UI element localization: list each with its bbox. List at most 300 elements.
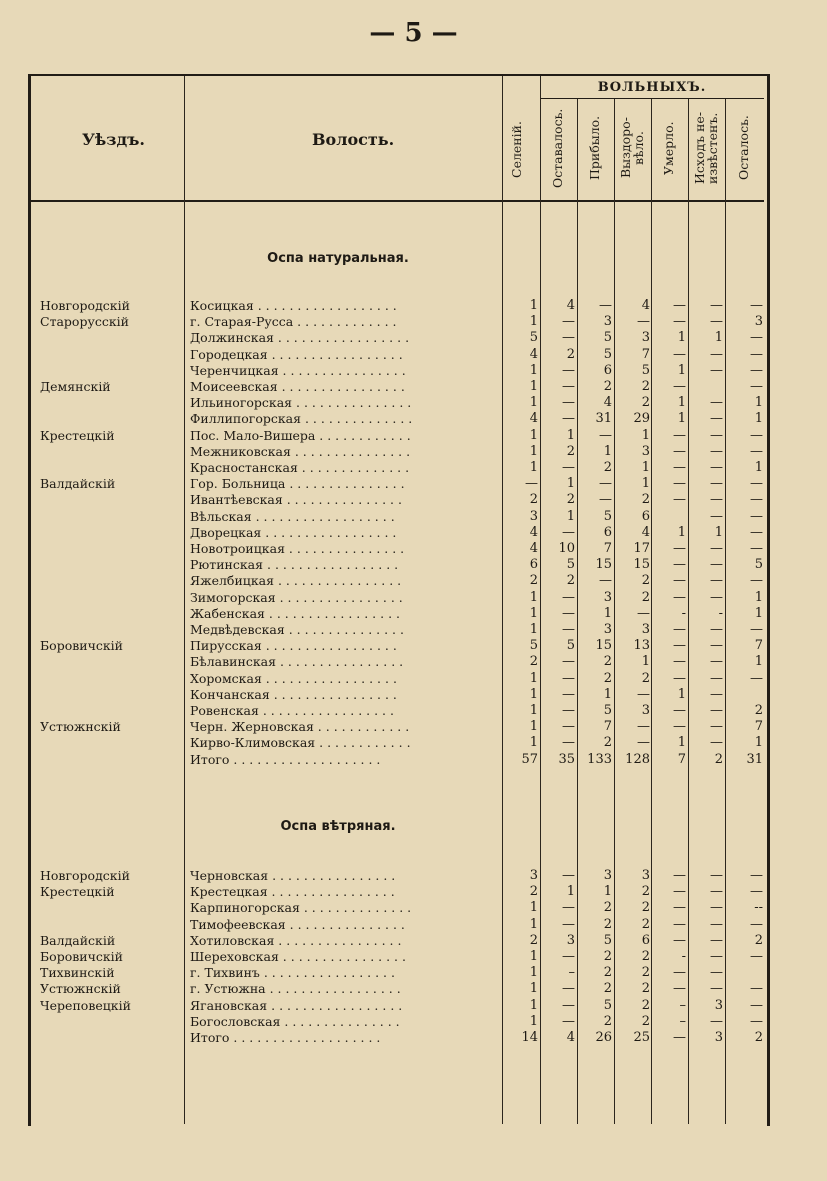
ostavalos-cell: 2	[566, 573, 575, 589]
table-row	[0, 330, 827, 346]
ostalos-cell: 2	[754, 703, 763, 718]
uezd-cell: Тихвинскій	[40, 965, 115, 981]
table-row	[0, 752, 827, 768]
umerlo-cell: 7	[677, 751, 686, 767]
ishod-cell: —	[710, 411, 723, 427]
volost-cell: Черновская . . . . . . . . . . . . . . . .	[190, 868, 396, 883]
pribylo-cell: 2	[603, 460, 612, 475]
umerlo-cell: 1	[677, 411, 686, 427]
selenii-cell: 1	[529, 362, 538, 378]
ostalos-cell: —	[750, 573, 763, 589]
volost-cell: г. Тихвинъ . . . . . . . . . . . . . . . . .	[190, 965, 395, 981]
ostavalos-cell: 3	[566, 932, 575, 948]
ostalos-cell: —	[750, 981, 763, 997]
ostalos-cell: —	[750, 330, 763, 346]
uezd-cell	[40, 1014, 180, 1030]
ostavalos-cell: 10	[558, 541, 575, 556]
ishod-cell: 1	[714, 524, 723, 540]
vyzdorovelo-cell: 2	[641, 573, 650, 589]
ishod-cell: —	[710, 916, 723, 932]
volost-cell: Итого . . . . . . . . . . . . . . . . . . .	[190, 1030, 381, 1045]
table-row	[0, 395, 827, 411]
umerlo-cell: —	[673, 638, 686, 654]
vyzdorovelo-cell: 2	[641, 492, 650, 508]
uezd-cell	[40, 492, 180, 508]
ostavalos-cell: 35	[558, 751, 575, 767]
pribylo-cell: 7	[603, 541, 612, 556]
umerlo-cell: —	[673, 719, 686, 735]
table-row	[0, 638, 827, 654]
selenii-cell: 5	[529, 638, 538, 654]
ostalos-cell: 7	[754, 638, 763, 654]
uezd-cell: Устюжнскій	[40, 981, 121, 997]
table-row	[0, 917, 827, 933]
umerlo-cell: —	[673, 916, 686, 932]
table-row	[0, 573, 827, 589]
selenii-cell: 1	[529, 589, 538, 605]
ishod-cell: —	[710, 443, 723, 459]
selenii-cell: 4	[529, 411, 538, 427]
umerlo-cell: —	[673, 298, 686, 313]
section-title: Оспа натуральная.	[267, 251, 409, 266]
table-row	[0, 492, 827, 508]
selenii-cell: 2	[529, 573, 538, 589]
header-uezd: Уѣздъ.	[82, 130, 145, 149]
pribylo-cell: 1	[603, 686, 612, 702]
pribylo-cell: 2	[603, 965, 612, 981]
vyzdorovelo-cell: 13	[633, 638, 650, 654]
pribylo-cell: 2	[603, 916, 612, 932]
pribylo-cell: 5	[603, 932, 612, 948]
ishod-cell: —	[710, 298, 723, 313]
vyzdorovelo-cell: 128	[625, 751, 650, 767]
section-title: Оспа вѣтряная.	[280, 819, 396, 834]
umerlo-cell: —	[673, 573, 686, 589]
header-umerlo: Умерло.	[661, 121, 676, 175]
table-row	[0, 884, 827, 900]
vyzdorovelo-cell: —	[637, 735, 650, 751]
ishod-cell: —	[710, 541, 723, 556]
uezd-cell: Крестецкій	[40, 884, 115, 900]
vyzdorovelo-cell: 25	[633, 1030, 650, 1045]
table-row	[0, 998, 827, 1014]
table-row	[0, 557, 827, 573]
volost-cell: Филлипогорская . . . . . . . . . . . . . .	[190, 411, 413, 427]
ishod-cell: —	[710, 981, 723, 997]
volost-cell: Кирво-Климовская . . . . . . . . . . . .	[190, 735, 411, 751]
table-row	[0, 411, 827, 427]
umerlo-cell	[654, 509, 686, 525]
uezd-cell: Крестецкій	[40, 427, 115, 443]
ostavalos-cell: 1	[566, 508, 575, 524]
pribylo-cell: 2	[603, 379, 612, 394]
ishod-cell: —	[710, 686, 723, 702]
pribylo-cell: 2	[603, 949, 612, 964]
volost-cell: Пирусская . . . . . . . . . . . . . . . . .	[190, 638, 397, 654]
uezd-cell: Боровичскій	[40, 638, 124, 654]
umerlo-cell: —	[673, 557, 686, 573]
ostavalos-cell: —	[562, 997, 575, 1013]
header-group: ВОЛЬНЫХЪ.	[597, 80, 707, 95]
pribylo-cell: 1	[603, 443, 612, 459]
uezd-cell: Устюжнскій	[40, 719, 121, 735]
umerlo-cell: —	[673, 932, 686, 948]
volost-cell: Жабенская . . . . . . . . . . . . . . . . .	[190, 605, 400, 621]
table-row	[0, 347, 827, 363]
selenii-cell: 5	[529, 330, 538, 346]
table-row	[0, 687, 827, 703]
selenii-cell: 1	[529, 298, 538, 313]
volost-cell: Моисеевская . . . . . . . . . . . . . . . .	[190, 379, 405, 394]
table-row	[0, 735, 827, 751]
selenii-cell: 1	[529, 379, 538, 394]
ostalos-cell: 1	[754, 605, 763, 621]
vyzdorovelo-cell: —	[637, 314, 650, 330]
uezd-cell	[40, 444, 180, 460]
uezd-cell	[40, 395, 180, 411]
table-row	[0, 460, 827, 476]
selenii-cell: 4	[529, 346, 538, 362]
pribylo-cell: 26	[595, 1030, 612, 1045]
selenii-cell: 1	[529, 703, 538, 718]
pribylo-cell: —	[599, 573, 612, 589]
ostalos-cell: 7	[754, 719, 763, 735]
pribylo-cell: 3	[603, 622, 612, 637]
selenii-cell: 4	[529, 541, 538, 556]
volost-cell: Пос. Мало-Вишера . . . . . . . . . . . .	[190, 427, 411, 443]
ishod-cell: —	[710, 460, 723, 475]
ostalos-cell: 1	[754, 654, 763, 670]
volost-cell: Ягановская . . . . . . . . . . . . . . . . .	[190, 997, 403, 1013]
uezd-cell	[40, 330, 180, 346]
uezd-cell	[40, 525, 180, 541]
ostalos-cell: —	[750, 476, 763, 492]
uezd-cell	[40, 411, 180, 427]
vyzdorovelo-cell: 1	[641, 460, 650, 475]
header-volost: Волость.	[312, 130, 395, 149]
uezd-cell	[40, 509, 180, 525]
ishod-cell: —	[710, 395, 723, 411]
uezd-cell	[40, 752, 180, 768]
selenii-cell: 3	[529, 868, 538, 883]
ostalos-cell: 1	[754, 395, 763, 411]
volost-cell: Гор. Больница . . . . . . . . . . . . . . .	[190, 476, 405, 492]
pribylo-cell: 5	[603, 703, 612, 718]
vyzdorovelo-cell: —	[637, 605, 650, 621]
ostavalos-cell: —	[562, 589, 575, 605]
pribylo-cell: 2	[603, 981, 612, 997]
uezd-cell	[40, 541, 180, 557]
selenii-cell: 6	[529, 557, 538, 573]
selenii-cell: 1	[529, 949, 538, 964]
ishod-cell: —	[710, 573, 723, 589]
ostalos-cell: —	[750, 949, 763, 964]
selenii-cell: 4	[529, 524, 538, 540]
ostavalos-cell: 4	[566, 298, 575, 313]
ostavalos-cell: —	[562, 868, 575, 883]
uezd-cell	[40, 703, 180, 719]
vyzdorovelo-cell: 2	[641, 395, 650, 411]
volost-cell: Тимофеевская . . . . . . . . . . . . . . .	[190, 916, 405, 932]
ostalos-cell: 1	[754, 411, 763, 427]
selenii-cell: 1	[529, 605, 538, 621]
volost-cell: Черенчицкая . . . . . . . . . . . . . . . .	[190, 362, 406, 378]
umerlo-cell: —	[673, 884, 686, 900]
table-row	[0, 541, 827, 557]
group-header-rule	[540, 98, 764, 99]
vyzdorovelo-cell: 2	[641, 997, 650, 1013]
pribylo-cell: 133	[587, 751, 612, 767]
vyzdorovelo-cell: 2	[641, 981, 650, 997]
volost-cell: Медвѣдевская . . . . . . . . . . . . . . .	[190, 622, 404, 637]
umerlo-cell: —	[673, 589, 686, 605]
ishod-cell: —	[710, 654, 723, 670]
ishod-cell: —	[710, 868, 723, 883]
selenii-cell: 3	[529, 508, 538, 524]
ishod-cell: —	[710, 589, 723, 605]
umerlo-cell: –	[679, 997, 686, 1013]
vyzdorovelo-cell: 2	[641, 379, 650, 394]
uezd-cell	[40, 917, 180, 933]
pribylo-cell: 3	[603, 868, 612, 883]
selenii-cell: 1	[529, 900, 538, 916]
volost-cell: Кончанская . . . . . . . . . . . . . . . .	[190, 686, 397, 702]
uezd-cell	[40, 622, 180, 638]
uezd-cell: Череповецкій	[40, 997, 131, 1013]
volost-cell: Косицкая . . . . . . . . . . . . . . . . . .	[190, 298, 397, 313]
table-row	[0, 444, 827, 460]
uezd-cell	[40, 687, 180, 703]
selenii-cell: 1	[529, 981, 538, 997]
ostalos-cell: —	[750, 868, 763, 883]
volost-cell: Должинская . . . . . . . . . . . . . . . . .	[190, 330, 410, 346]
umerlo-cell: —	[673, 314, 686, 330]
volost-cell: Бѣлавинская . . . . . . . . . . . . . . . .	[190, 654, 404, 670]
umerlo-cell: -	[681, 605, 686, 621]
ostavalos-cell: —	[562, 981, 575, 997]
volost-cell: Богословская . . . . . . . . . . . . . . .	[190, 1013, 400, 1029]
ostalos-cell: —	[750, 622, 763, 637]
ishod-cell: —	[710, 884, 723, 900]
umerlo-cell: —	[673, 476, 686, 492]
selenii-cell: 1	[529, 670, 538, 686]
umerlo-cell: 1	[677, 395, 686, 411]
pribylo-cell: 2	[603, 735, 612, 751]
vyzdorovelo-cell: 6	[641, 932, 650, 948]
selenii-cell: 1	[529, 443, 538, 459]
table-row	[0, 476, 827, 492]
table-row	[0, 298, 827, 314]
table-row	[0, 868, 827, 884]
header-ostavalos: Оставалось.	[550, 108, 565, 188]
ishod-cell: 3	[714, 1030, 723, 1045]
header-ostalos: Осталось.	[736, 115, 751, 181]
volost-cell: Крестецкая . . . . . . . . . . . . . . . .	[190, 884, 395, 900]
pribylo-cell: —	[599, 298, 612, 313]
ostavalos-cell: —	[562, 916, 575, 932]
ishod-cell: —	[710, 932, 723, 948]
ishod-cell: -	[718, 605, 723, 621]
ostavalos-cell: —	[562, 719, 575, 735]
vyzdorovelo-cell: 7	[641, 346, 650, 362]
pribylo-cell: 15	[595, 638, 612, 654]
table-row	[0, 1030, 827, 1046]
selenii-cell: —	[525, 476, 538, 492]
volost-cell: г. Старая-Русса . . . . . . . . . . . . .	[190, 314, 397, 330]
pribylo-cell: 2	[603, 670, 612, 686]
ishod-cell: 3	[714, 997, 723, 1013]
ishod-cell: —	[710, 735, 723, 751]
vyzdorovelo-cell: 4	[641, 298, 650, 313]
selenii-cell: 1	[529, 997, 538, 1013]
ostavalos-cell: —	[562, 670, 575, 686]
uezd-cell	[40, 735, 180, 751]
ostalos-cell: 2	[754, 932, 763, 948]
selenii-cell: 2	[529, 884, 538, 900]
ishod-cell: —	[710, 965, 723, 981]
ostavalos-cell: 2	[566, 492, 575, 508]
pribylo-cell: 6	[603, 524, 612, 540]
volost-cell: Дворецкая . . . . . . . . . . . . . . . . .	[190, 524, 397, 540]
pribylo-cell: 1	[603, 605, 612, 621]
pribylo-cell: 3	[603, 589, 612, 605]
pribylo-cell: —	[599, 476, 612, 492]
ishod-cell: —	[710, 622, 723, 637]
pribylo-cell: 2	[603, 1013, 612, 1029]
umerlo-cell: —	[673, 427, 686, 443]
pribylo-cell: 5	[603, 508, 612, 524]
vyzdorovelo-cell: 1	[641, 654, 650, 670]
volost-cell: Карпиногорская . . . . . . . . . . . . . .	[190, 900, 412, 916]
pribylo-cell: 6	[603, 362, 612, 378]
ostalos-cell: —	[750, 492, 763, 508]
umerlo-cell: —	[673, 981, 686, 997]
umerlo-cell: —	[673, 460, 686, 475]
table-row	[0, 428, 827, 444]
umerlo-cell: 1	[677, 686, 686, 702]
table-row	[0, 933, 827, 949]
ostalos-cell	[727, 965, 763, 981]
umerlo-cell: —	[673, 492, 686, 508]
umerlo-cell: -	[681, 949, 686, 964]
ostalos-cell: —	[750, 362, 763, 378]
ostalos-cell: —	[750, 884, 763, 900]
table-row	[0, 525, 827, 541]
vyzdorovelo-cell: 29	[633, 411, 650, 427]
ostavalos-cell: —	[562, 362, 575, 378]
volost-cell: Ильиногорская . . . . . . . . . . . . . . .	[190, 395, 412, 411]
umerlo-cell: —	[673, 868, 686, 883]
vyzdorovelo-cell: 15	[633, 557, 650, 573]
pribylo-cell: 4	[603, 395, 612, 411]
ostalos-cell: —	[750, 541, 763, 556]
header-vyzdorovelo: Выздоро- вѣло.	[618, 117, 646, 179]
vyzdorovelo-cell: 2	[641, 670, 650, 686]
volost-cell: Новотроицкая . . . . . . . . . . . . . . .	[190, 541, 405, 556]
volost-cell: Яжелбицкая . . . . . . . . . . . . . . . .	[190, 573, 402, 589]
selenii-cell: 1	[529, 460, 538, 475]
vyzdorovelo-cell: —	[637, 719, 650, 735]
umerlo-cell: 1	[677, 735, 686, 751]
ostalos-cell: —	[750, 1013, 763, 1029]
vyzdorovelo-cell: 1	[641, 476, 650, 492]
selenii-cell: 1	[529, 1013, 538, 1029]
table-row	[0, 981, 827, 997]
uezd-cell	[40, 347, 180, 363]
umerlo-cell: —	[673, 379, 686, 394]
header-ishod: Исходъ не- извѣстенъ.	[692, 111, 720, 185]
umerlo-cell: —	[673, 654, 686, 670]
ishod-cell: —	[710, 557, 723, 573]
ostavalos-cell: 1	[566, 427, 575, 443]
uezd-cell	[40, 590, 180, 606]
ishod-cell: —	[710, 508, 723, 524]
pribylo-cell: 5	[603, 346, 612, 362]
selenii-cell: 1	[529, 686, 538, 702]
selenii-cell: 1	[529, 427, 538, 443]
ishod-cell: 2	[714, 751, 723, 767]
ostavalos-cell: —	[562, 524, 575, 540]
ostavalos-cell: —	[562, 460, 575, 475]
uezd-cell	[40, 557, 180, 573]
ostalos-cell: —	[750, 379, 763, 394]
table-row	[0, 622, 827, 638]
volost-cell: Хоромская . . . . . . . . . . . . . . . . .	[190, 670, 397, 686]
ostalos-cell: 3	[754, 314, 763, 330]
ostavalos-cell: —	[562, 395, 575, 411]
ostavalos-cell: —	[562, 654, 575, 670]
selenii-cell: 2	[529, 654, 538, 670]
umerlo-cell: —	[673, 900, 686, 916]
selenii-cell: 57	[521, 751, 538, 767]
selenii-cell: 1	[529, 314, 538, 330]
volost-cell: Городецкая . . . . . . . . . . . . . . . . .	[190, 346, 403, 362]
ostavalos-cell: 5	[566, 557, 575, 573]
ishod-cell: —	[710, 346, 723, 362]
vyzdorovelo-cell: 2	[641, 1013, 650, 1029]
pribylo-cell: 3	[603, 314, 612, 330]
table-row	[0, 314, 827, 330]
ostavalos-cell: 1	[566, 476, 575, 492]
selenii-cell: 1	[529, 735, 538, 751]
uezd-cell: Новгородскій	[40, 868, 130, 883]
ostavalos-cell: –	[568, 965, 575, 981]
table-row	[0, 671, 827, 687]
ostavalos-cell: 1	[566, 884, 575, 900]
ostalos-cell: 1	[754, 460, 763, 475]
uezd-cell	[40, 900, 180, 916]
volost-cell: Хотиловская . . . . . . . . . . . . . . . .	[190, 932, 402, 948]
uezd-cell: Валдайскій	[40, 932, 116, 948]
volost-cell: Рютинская . . . . . . . . . . . . . . . . .	[190, 557, 399, 573]
volost-cell: Зимогорская . . . . . . . . . . . . . . . .	[190, 589, 403, 605]
ishod-cell: —	[710, 476, 723, 492]
selenii-cell: 14	[521, 1030, 538, 1045]
ostavalos-cell: —	[562, 622, 575, 637]
ostavalos-cell: —	[562, 900, 575, 916]
pribylo-cell: 31	[595, 411, 612, 427]
umerlo-cell: —	[673, 622, 686, 637]
ostavalos-cell: —	[562, 605, 575, 621]
ostalos-cell: 31	[746, 751, 763, 767]
volost-cell: Вѣльская . . . . . . . . . . . . . . . . . .	[190, 508, 395, 524]
uezd-cell	[40, 573, 180, 589]
volost-cell: Красностанская . . . . . . . . . . . . . .	[190, 460, 410, 475]
ostalos-cell: —	[750, 524, 763, 540]
ostavalos-cell: 2	[566, 346, 575, 362]
umerlo-cell: 1	[677, 524, 686, 540]
ostalos-cell: —	[750, 997, 763, 1013]
